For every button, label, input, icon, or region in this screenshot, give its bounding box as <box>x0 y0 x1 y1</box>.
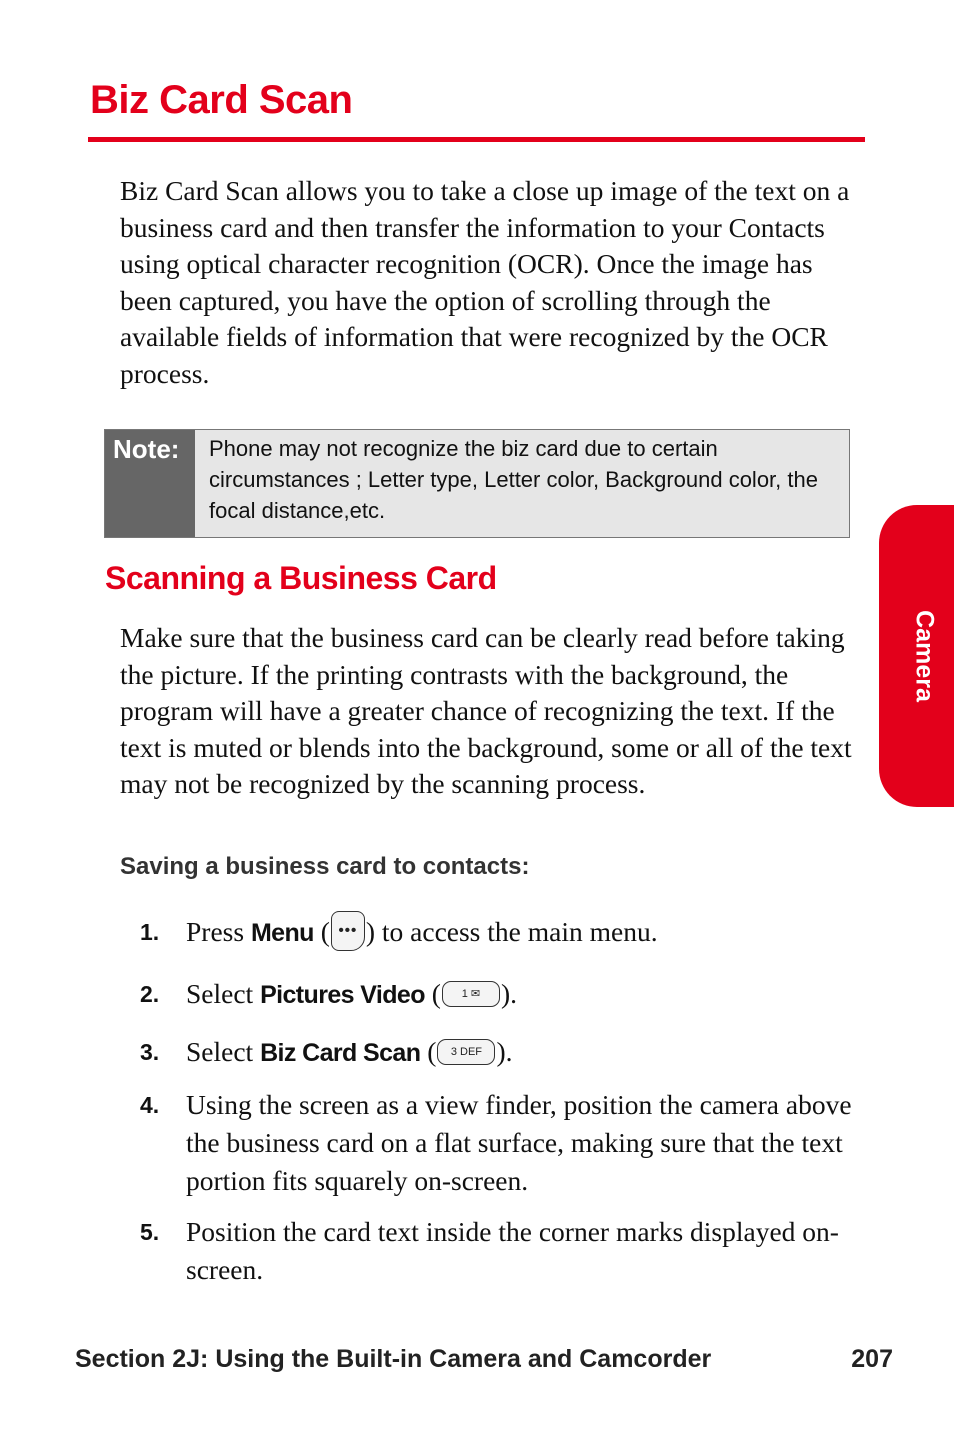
key-3-icon <box>437 1039 495 1065</box>
title-divider <box>88 137 865 142</box>
note-text: Phone may not recognize the biz card due to certain circumstances ; Letter type, Letter color, Background color, the focal distance,etc. <box>195 430 849 537</box>
step-number: 2. <box>140 981 160 1007</box>
menu-name: Biz Card Scan <box>260 1039 421 1067</box>
side-tab-label: Camera <box>910 610 939 702</box>
sub-heading: Saving a business card to contacts: <box>120 853 530 880</box>
step-paren-open: ( <box>313 916 330 947</box>
page-title: Biz Card Scan <box>90 78 353 122</box>
step-item <box>140 1086 865 1200</box>
side-tab-camera <box>879 505 954 807</box>
step-text-pre: Select <box>186 978 261 1009</box>
step-text-post: ). <box>500 978 517 1009</box>
note-label: Note: <box>105 430 195 537</box>
step-text-post: ) to access the main menu. <box>365 916 658 947</box>
step-text <box>186 913 658 955</box>
step-number: 4. <box>140 1092 160 1118</box>
step-text: Using the screen as a view finder, position the camera above the business card on a flat surface, making sure that the text portion fits squarely on-screen. <box>186 1089 852 1196</box>
step-paren-open: ( <box>420 1036 437 1067</box>
page-number: 207 <box>851 1345 893 1373</box>
menu-name: Pictures Video <box>260 981 425 1009</box>
menu-name: Menu <box>250 919 314 947</box>
intro-paragraph: Biz Card Scan allows you to take a close up image of the text on a business card and then transfer the information to your Contacts using optical character recognition (OCR). Once the image has been captured, you have the option of scrolling through the available fields of information that were recognized by the OCR process. <box>120 175 850 389</box>
key-glyph: 1 ✉ <box>461 987 481 1000</box>
step-text-pre: Press <box>186 916 251 947</box>
footer-section-title: Section 2J: Using the Built-in Camera and Camcorder <box>75 1345 712 1373</box>
step-number: 5. <box>140 1219 160 1245</box>
step-item <box>140 1213 865 1289</box>
step-text: Position the card text inside the corner marks displayed on-screen. <box>186 1216 839 1285</box>
step-item <box>140 975 865 1014</box>
step-item <box>140 913 865 955</box>
step-text-pre: Select <box>186 1036 261 1067</box>
step-paren-open: ( <box>424 978 441 1009</box>
step-text-post: ). <box>496 1036 513 1067</box>
step-number: 3. <box>140 1039 160 1065</box>
menu-softkey-icon <box>331 911 365 951</box>
section-heading: Scanning a Business Card <box>105 560 497 596</box>
section-paragraph: Make sure that the business card can be clearly read before taking the picture. If the printing contrasts with the background, the program will have a greater chance of recognizing the text. If the text is muted or blends into the background, some or all of the text may not be recognized by the scanning process. <box>120 622 852 799</box>
note-box <box>104 429 850 538</box>
step-text <box>186 975 517 1014</box>
key-glyph: 3 DEF <box>450 1045 483 1058</box>
key-glyph: ••• <box>338 921 358 939</box>
key-1-icon <box>442 981 500 1007</box>
step-number: 1. <box>140 919 160 945</box>
step-item <box>140 1033 865 1072</box>
step-text <box>186 1033 512 1072</box>
